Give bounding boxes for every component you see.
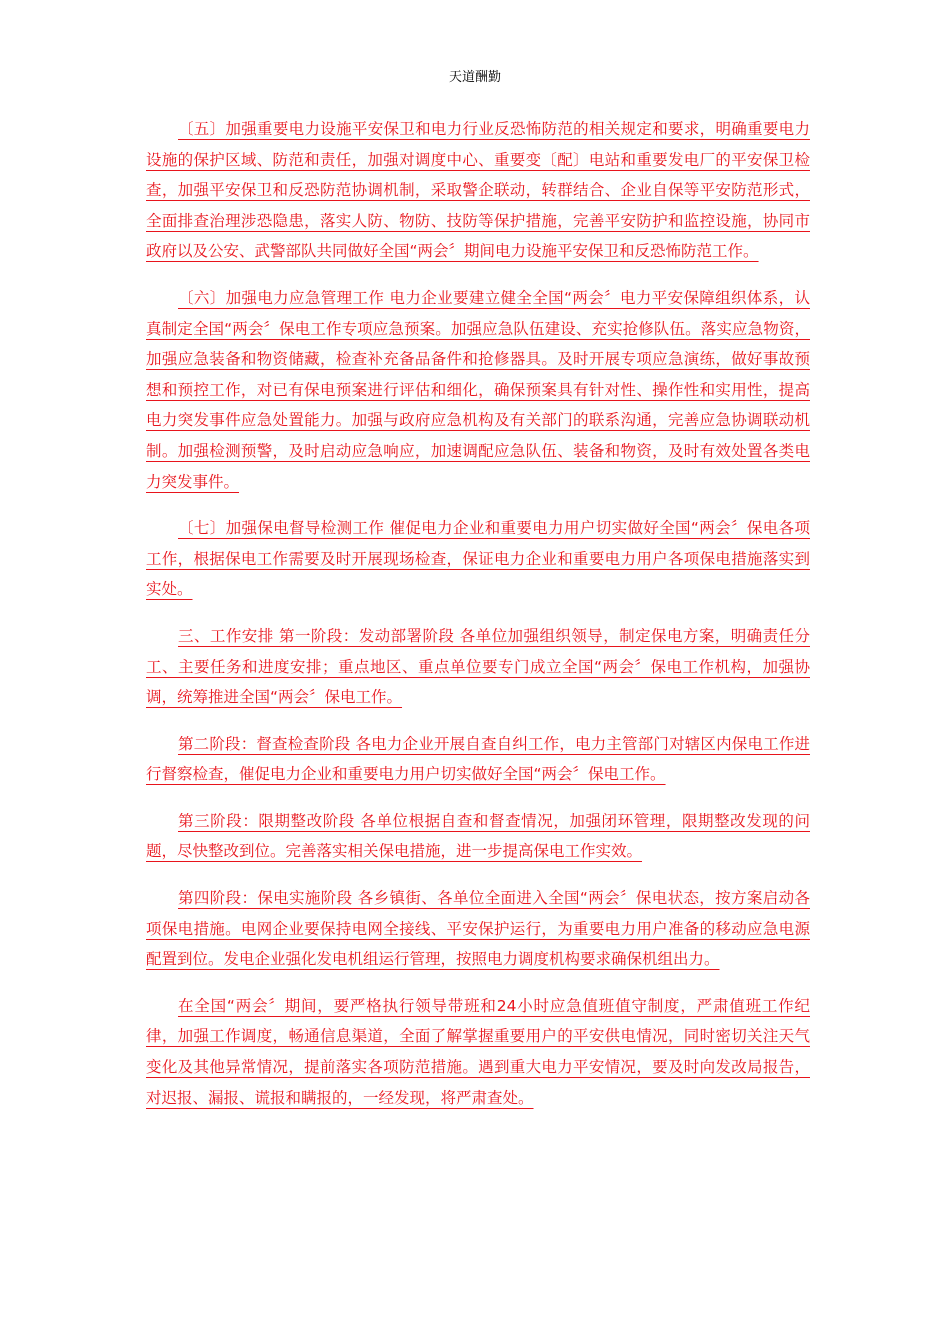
paragraph-duty-requirements: 在全国“两会〞期间，要严格执行领导带班和24小时应急值班值守制度，严肃值班工作纪律，加强工作调度，畅通信息渠道，全面了解掌握重要用户的平安供电情况，同时密切关注天气变化及其他异常情况，提前落实各项防范措施。遇到重大电力平安情况，要及时向发改局报告，对迟报、漏报、谎报和瞒报的，一经发现，将严肃查处。 — [146, 996, 810, 1107]
paragraph-7-supervision-inspection: 〔七〕加强保电督导检测工作 催促电力企业和重要电力用户切实做好全国“两会〞保电各项工作，根据保电工作需要及时开展现场检查，保证电力企业和重要电力用户各项保电措施落实到实处。 — [146, 519, 810, 599]
page-header: 天道酬勤 — [448, 70, 501, 85]
paragraph-5-power-facility-security: 〔五〕加强重要电力设施平安保卫和电力行业反恐怖防范的相关规定和要求，明确重要电力设施的保护区域、防范和责任，加强对调度中心、重要变〔配〕电站和重要发电厂的平安保卫检查，加强平安保卫和反恐防范协调机制，采取警企联动，转群结合、企业自保等平安防范形式，全面排查治理涉恐隐患，落实人防、物防、技防等保护措施，完善平安防护和监控设施，协同市政府以及公安、武警部队共同做好全国“两会〞期间电力设施平安保卫和反恐怖防范工作。 — [146, 120, 810, 261]
paragraph-stage-3: 第三阶段：限期整改阶段 各单位根据自查和督查情况，加强闭环管理，限期整改发现的问题，尽快整改到位。完善落实相关保电措施，进一步提高保电工作实效。 — [146, 811, 810, 861]
paragraph-stage-2: 第二阶段：督查检查阶段 各电力企业开展自查自纠工作，电力主管部门对辖区内保电工作进行督察检查，催促电力企业和重要电力用户切实做好全国“两会〞保电工作。 — [146, 734, 810, 784]
document-body — [146, 114, 810, 1129]
paragraph-work-arrangement-stage-1: 三、工作安排 第一阶段：发动部署阶段 各单位加强组织领导，制定保电方案，明确责任分工、主要任务和进度安排；重点地区、重点单位要专门成立全国“两会〞保电工作机构，加强协调，统筹推进全国“两会〞保电工作。 — [146, 626, 810, 707]
paragraph-6-emergency-management: 〔六〕加强电力应急管理工作 电力企业要建立健全全国“两会〞电力平安保障组织体系，认真制定全国“两会〞保电工作专项应急预案。加强应急队伍建设、充实抢修队伍。落实应急物资，加强应急装备和物资储藏，检查补充备品备件和抢修器具。及时开展专项应急演练，做好事故预想和预控工作，对已有保电预案进行评估和细化，确保预案具有针对性、操作性和实用性，提高电力突发事件应急处置能力。加强与政府应急机构及有关部门的联系沟通，完善应急协调联动机制。加强检测预警，及时启动应急响应，加速调配应急队伍、装备和物资，及时有效处置各类电力突发事件。 — [146, 288, 810, 491]
paragraph-stage-4: 第四阶段：保电实施阶段 各乡镇街、各单位全面进入全国“两会〞保电状态，按方案启动各项保电措施。电网企业要保持电网全接线、平安保护运行，为重要电力用户准备的移动应急电源配置到位。发电企业强化发电机组运行管理，按照电力调度机构要求确保机组出力。 — [146, 889, 810, 969]
